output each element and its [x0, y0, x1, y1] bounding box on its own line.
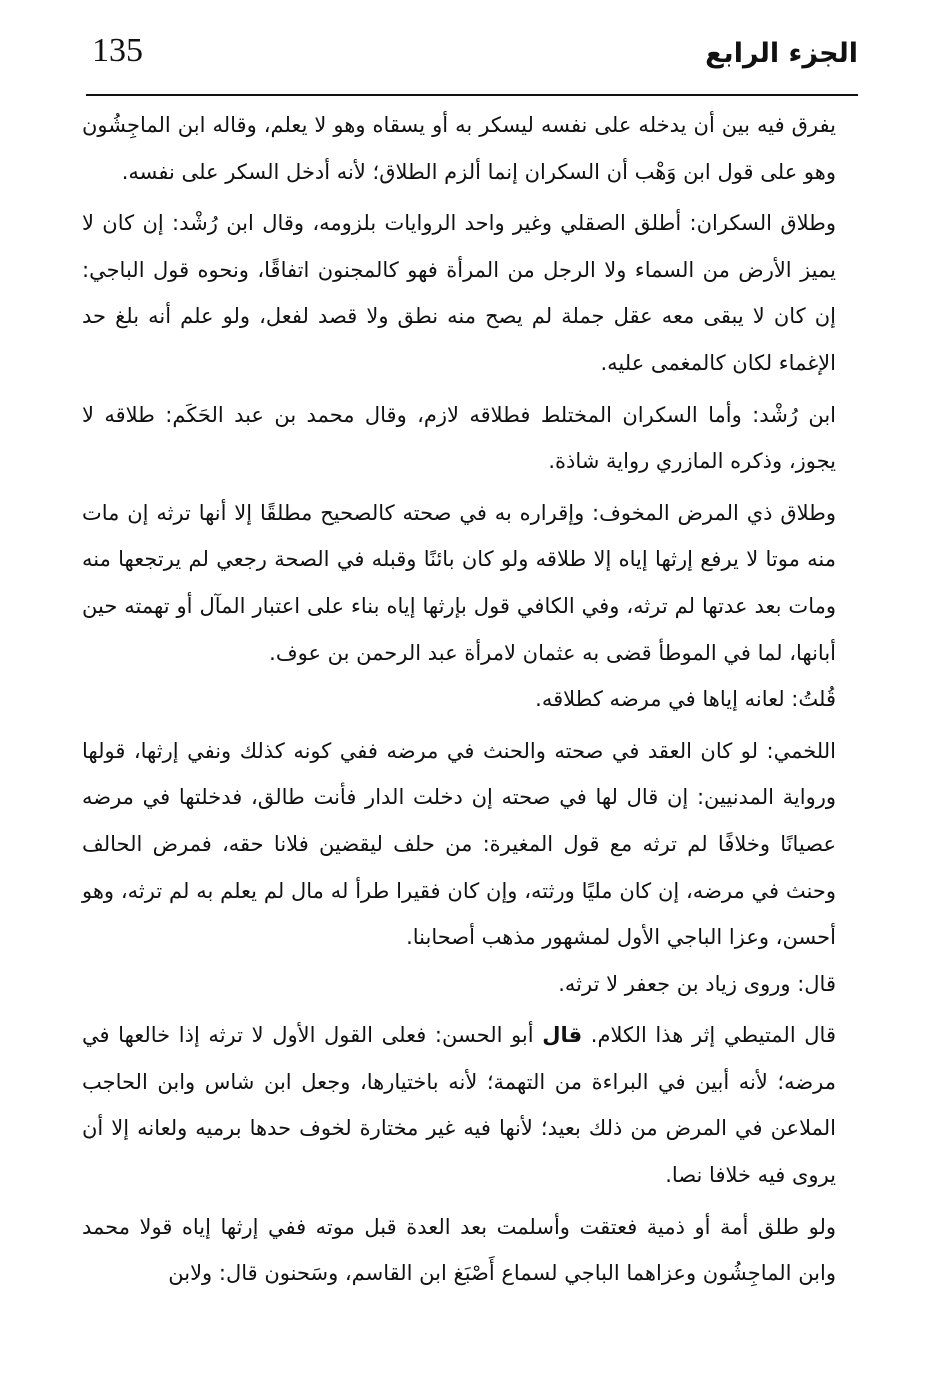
paragraph: ابن رُشْد: وأما السكران المختلط فطلاقه لازم، وقال محمد بن عبد الحَكَم: طلاقه لا يجوز، وذكره المازري رواية شاذة. — [82, 402, 836, 474]
page-header — [86, 28, 858, 96]
paragraph: قال: وروى زياد بن جعفر لا ترثه. — [558, 971, 836, 996]
paragraph: يفرق فيه بين أن يدخله على نفسه ليسكر به أو يسقاه وهو لا يعلم، وقاله ابن الماجِشُون وهو على قول ابن وَهْب أن السكران إنما ألزم الطلاق؛ لأنه أدخل السكر على نفسه. — [82, 113, 836, 184]
paragraph: ولو طلق أمة أو ذمية فعتقت وأسلمت بعد العدة قبل موته ففي إرثها إياه قولا محمد وابن الماجِشُون وعزاهما الباجي لسماع أَصْبَغ ابن القاسم، وسَحنون قال: ولابن — [82, 1214, 836, 1286]
paragraph: وطلاق السكران: أطلق الصقلي وغير واحد الروايات بلزومه، وقال ابن رُشْد: إن كان لا يميز الأرض من السماء ولا الرجل من المرأة فهو كالمجنون اتفاقًا، ونحوه قول الباجي: إن كان لا يبقى معه عقل جملة لم يصح منه نطق ولا قصد لفعل، ولو علم أنه بلغ حد الإغماء لكان كالمغمى عليه. — [82, 211, 836, 375]
body-text — [82, 102, 864, 1297]
paragraph — [82, 1012, 864, 1198]
bold-term: قال — [542, 1023, 583, 1048]
paragraph: اللخمي: لو كان العقد في صحته والحنث في مرضه ففي كونه كذلك ونفي إرثها، قولها ورواية المدنيين: إن قال لها في صحته إن دخلت الدار فأنت طالق، فدخلتها في مرضه عصيانًا وخلافًا لم ترثه مع قول المغيرة: من حلف ليقضين فلانا حقه، فمرض الحالف وحنث في مرضه، إن كان مليًا ورثته، وإن كان فقيرا طرأ له مال لم يعلم به لم ترثه، وهو أحسن، وعزا الباجي الأول لمشهور مذهب أصحابنا. — [82, 738, 836, 950]
paragraph: وطلاق ذي المرض المخوف: وإقراره به في صحته كالصحيح مطلقًا إلا أنها ترثه إن مات منه موتا لا يرفع إرثها إياه إلا طلاقه ولو كان بائنًا وقبله في الصحة رجعي لم يرتجعها منه ومات بعد عدتها لم ترثه، وفي الكافي قول بإرثها إياه بناء على اعتبار المآل أو تهمته حين أبانها، لما في الموطأ قضى به عثمان لامرأة عبد الرحمن بن عوف. — [82, 500, 836, 665]
page-number: 135 — [92, 32, 143, 69]
paragraph: قُلتُ: لعانه إياها في مرضه كطلاقه. — [535, 687, 836, 712]
paragraph-rest: أبو الحسن: فعلى القول الأول لا ترثه إذا خالعها في مرضه؛ لأنه أبين في البراءة من التهمة؛ لأنه باختيارها، وجعل ابن شاس وابن الحاجب الملاعن في المرض من ذلك بعيد؛ لأنها فيه غير مختارة لخوف حدها برميه ولعانه إلا أن يروى فيه خلافا نصا. — [82, 1023, 836, 1188]
part-title: الجزء الرابع — [705, 38, 858, 69]
paragraph-lead: قال المتيطي إثر هذا الكلام. — [590, 1023, 836, 1048]
